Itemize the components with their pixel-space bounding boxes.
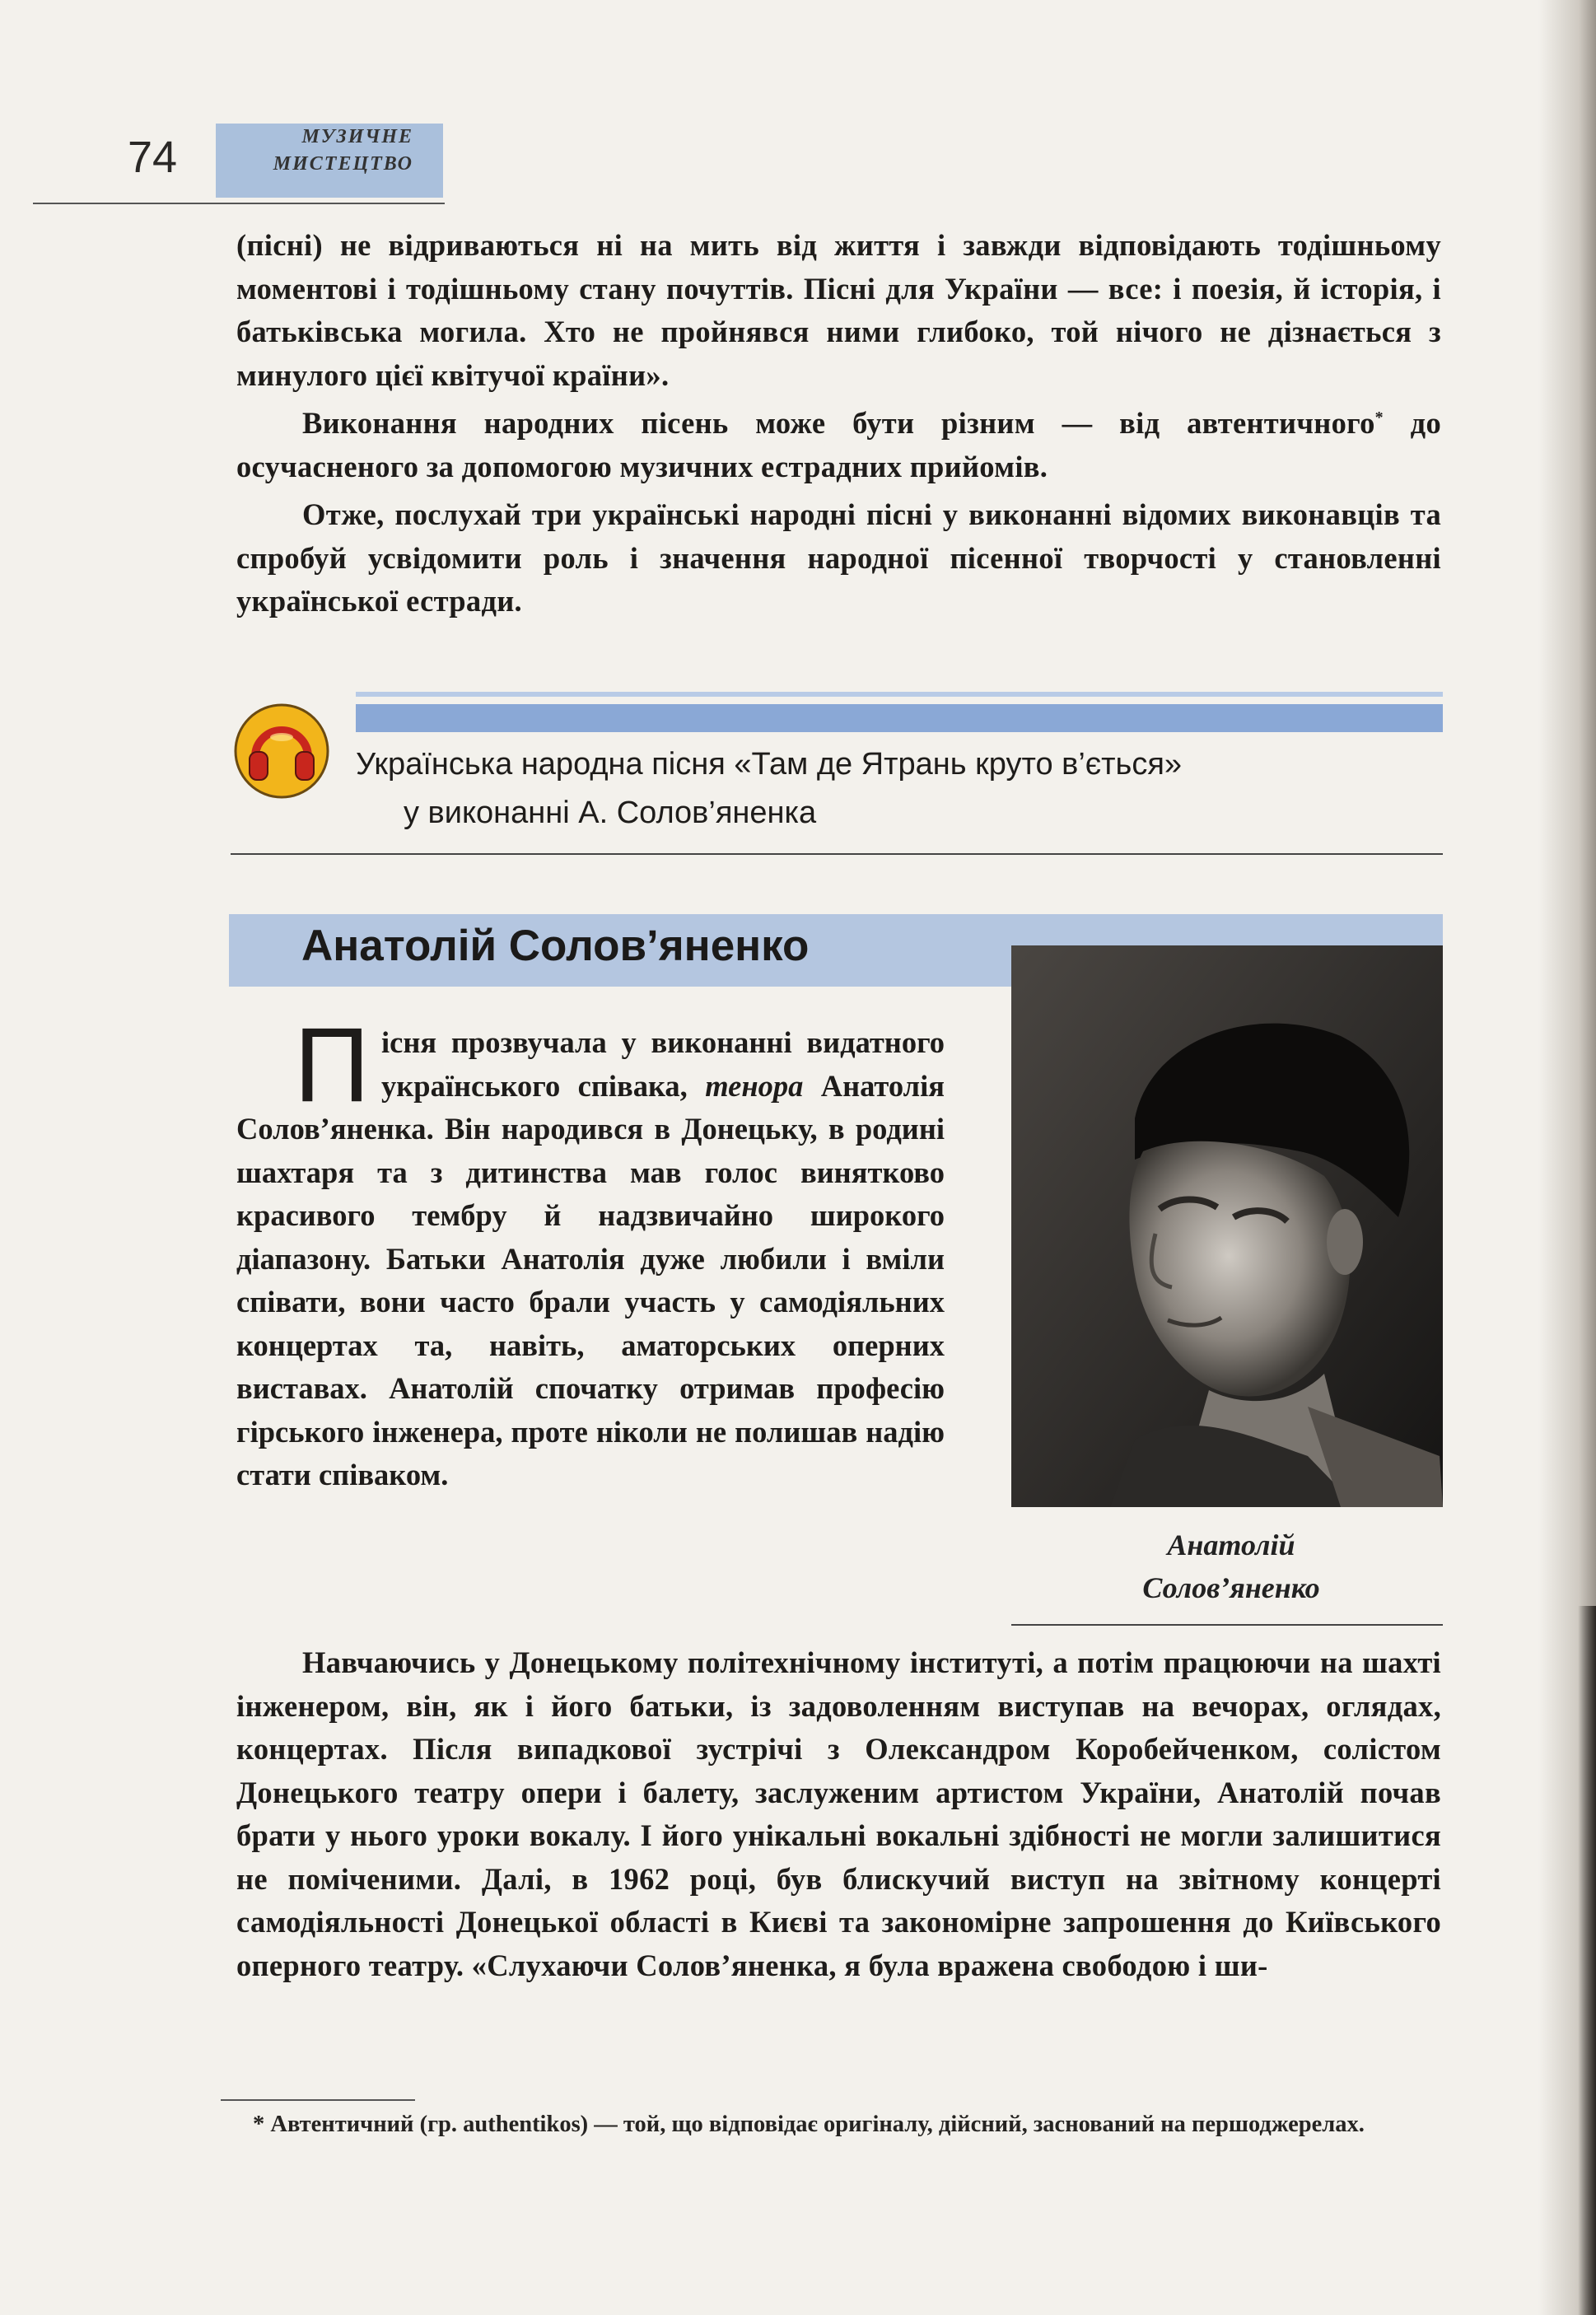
bio-title: Анатолій Солов’яненко bbox=[301, 922, 810, 970]
footnote bbox=[236, 2108, 1441, 2141]
bio-paragraph-1-end: . Він народився в Донецьку, в родині шахтаря та з дитинства мав голос винятково красивого тембру й надзвичайно широкого діапазону. Батьки Анатолія дуже любили і вміли співати, вони часто брали участь у самодіяльних концертах та, навіть, аматорських оперних виставах. Анатолій спочатку отримав професію гірського інженера, проте ніколи не полишав надію стати співаком. bbox=[236, 1112, 945, 1491]
portrait-caption bbox=[1042, 1524, 1421, 1609]
headphones-icon bbox=[233, 702, 330, 800]
intro-paragraph-1: (пісні) не відриваються ні на мить від життя і завжди відповідають тодішньому моментові і тодішньому стану почуттів. Пісні для України — все: і поезія, й історія, і батьківська могила. Хто не пройнявся ними глибоко, той нічого не дізнається з минулого цієї квітучої країни». bbox=[236, 228, 1441, 392]
bio-emphasis-tenor: тенора bbox=[705, 1068, 804, 1103]
intro-paragraph-2 bbox=[236, 402, 1441, 488]
audio-bar-top-line bbox=[356, 692, 1443, 697]
bio-space bbox=[803, 1069, 820, 1103]
bio-paragraph-1 bbox=[236, 1006, 945, 1497]
subject-line-2: МИСТЕЦТВО bbox=[273, 153, 413, 175]
subject-label bbox=[216, 124, 413, 178]
subject-line-1: МУЗИЧНЕ bbox=[301, 126, 413, 147]
footnote-mark: * bbox=[253, 2112, 265, 2137]
caption-rule bbox=[1011, 1624, 1443, 1626]
audio-section-rule bbox=[231, 853, 1443, 855]
intro-text bbox=[236, 224, 1441, 628]
intro-paragraph-2-end: до осучасненого за допомогою музичних естрадних прийомів. bbox=[236, 406, 1441, 483]
intro-paragraph-3: Отже, послухай три українські народні пісні у виконанні відомих виконавців та спробуй усвідомити роль і значення народної пісенної творчості у становленні української естради. bbox=[236, 497, 1441, 618]
drop-cap: П bbox=[294, 1006, 370, 1124]
bio-singer-name: Анатолія Солов’яненка bbox=[236, 1068, 945, 1146]
audio-track-title: Українська народна пісня «Там де Ятрань круто в’ється» bbox=[356, 747, 1183, 782]
footnote-marker: * bbox=[1374, 408, 1384, 427]
intro-paragraph-2-start: Виконання народних пісень може бути різним — від автентичного bbox=[302, 406, 1375, 440]
caption-line-2: Солов’яненко bbox=[1142, 1571, 1320, 1604]
bio-paragraph-1-start: існя прозвучала у виконанні видатного українського співака, bbox=[381, 1025, 945, 1103]
footnote-text: Автентичний (гр. authentikos) — той, що відповідає оригіналу, дійсний, заснований на першоджерелах. bbox=[270, 2112, 1365, 2137]
page-number: 74 bbox=[128, 133, 178, 182]
caption-line-1: Анатолій bbox=[1167, 1529, 1295, 1561]
audio-bar bbox=[356, 704, 1443, 732]
portrait-photo bbox=[1011, 945, 1443, 1507]
header-rule bbox=[33, 203, 445, 204]
bio-paragraph-2: Навчаючись у Донецькому політехнічному інституті, а потім працюючи на шахті інженером, він, як і його батьки, із задоволенням виступав на вечорах, оглядах, концертах. Після випадкової зустрічі з Олександром Коробейченком, солістом Донецького театру опери і балету, заслуженим артистом України, Анатолій почав брати у нього уроки вокалу. І його унікальні вокальні здібності не могли залишитися не поміченими. Далі, в 1962 році, був блискучий виступ на звітному концерті самодіяльності Донецької області в Києві та закономірне запрошення до Київського оперного театру. «Слухаючи Солов’яненка, я була вражена свободою і ши- bbox=[236, 1645, 1441, 1982]
binding-shadow bbox=[1578, 1606, 1596, 2315]
audio-track-performer: у виконанні А. Солов’яненка bbox=[404, 796, 817, 830]
footnote-rule bbox=[221, 2099, 415, 2101]
